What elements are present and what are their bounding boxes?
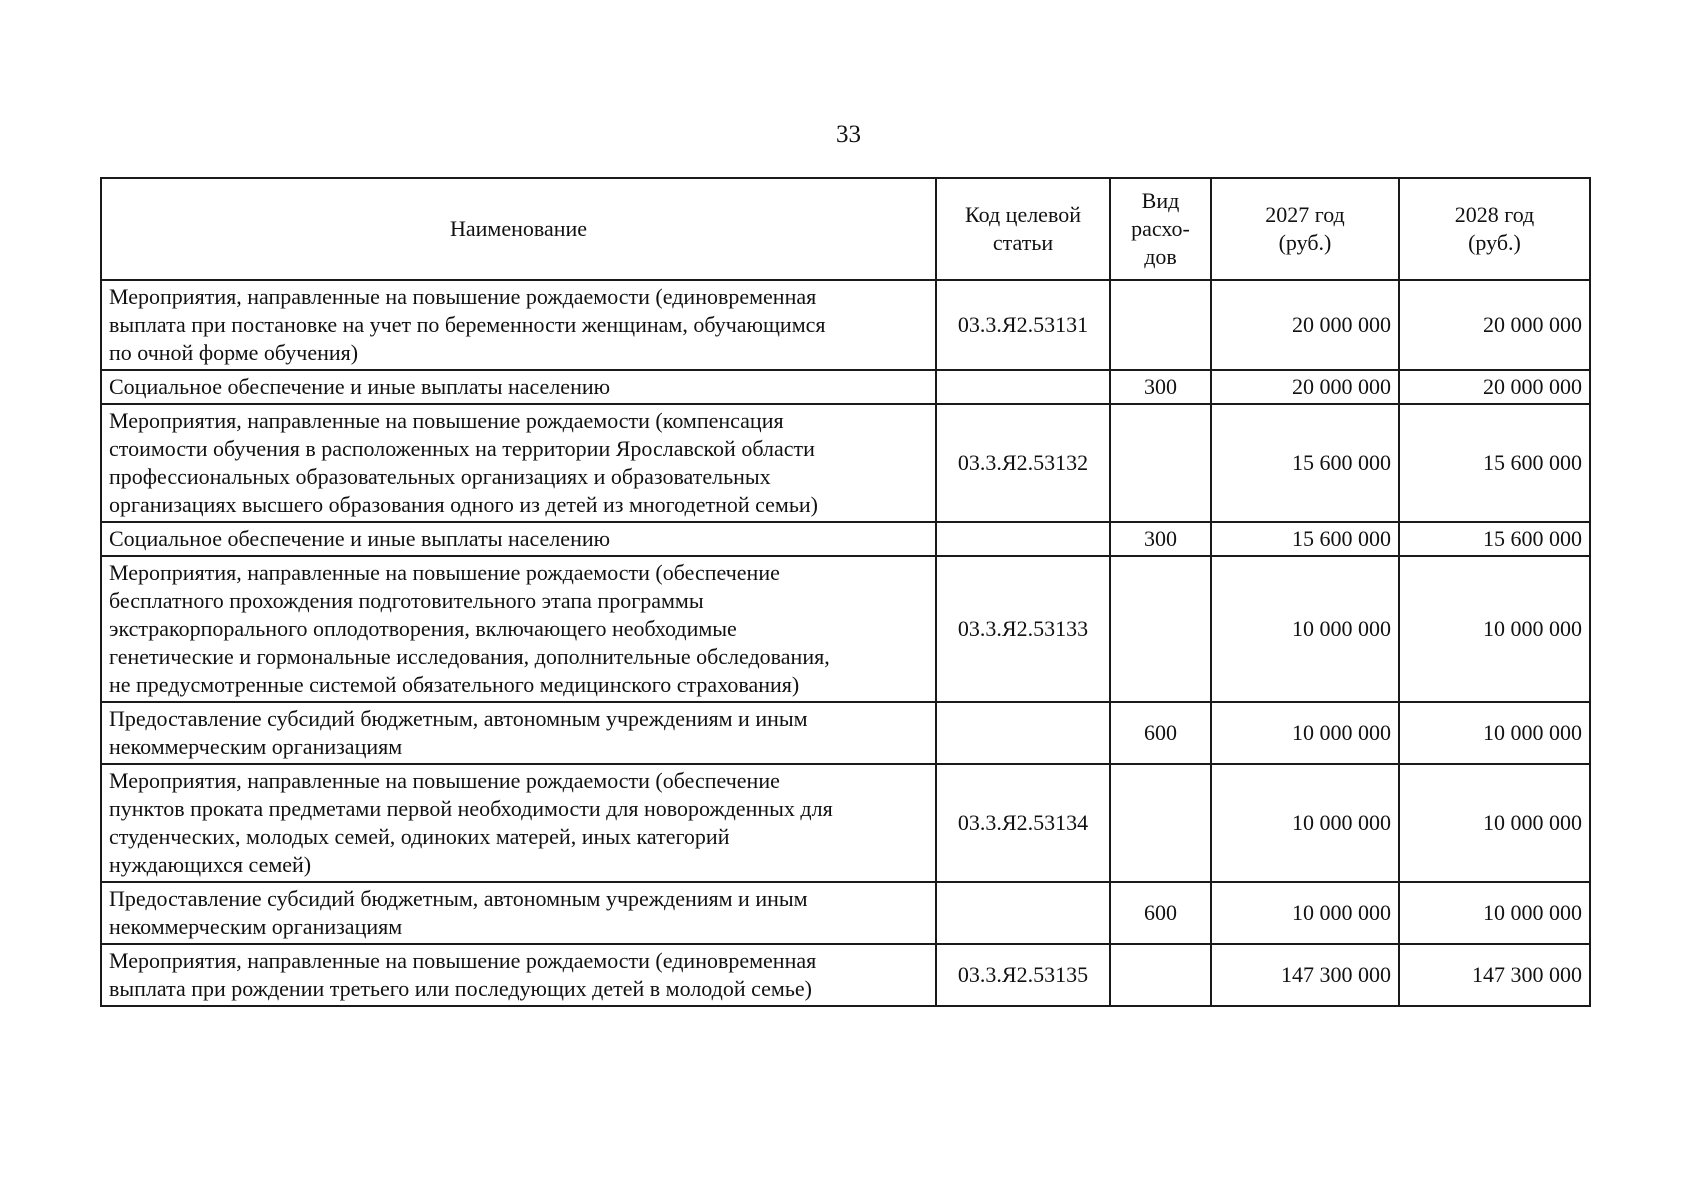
cell-amount-2027: 10 000 000 (1211, 882, 1399, 944)
cell-expense-kind (1110, 404, 1211, 522)
header-2027-line: (руб.) (1278, 230, 1332, 255)
header-2027 (1211, 178, 1399, 280)
table-row (101, 522, 1590, 556)
cell-name (101, 882, 936, 944)
table-row (101, 882, 1590, 944)
page-number: 33 (836, 121, 861, 148)
cell-amount-2027: 10 000 000 (1211, 702, 1399, 764)
cell-target-code (936, 702, 1110, 764)
header-2028-line: (руб.) (1468, 230, 1521, 255)
cell-expense-kind: 600 (1110, 702, 1211, 764)
header-code-line: статьи (992, 230, 1054, 255)
cell-name (101, 522, 936, 556)
header-2028 (1399, 178, 1590, 280)
cell-amount-2028: 15 600 000 (1399, 404, 1590, 522)
cell-amount-2027: 15 600 000 (1211, 522, 1399, 556)
header-kind-line: расхо- (1131, 216, 1190, 241)
cell-name-line: бесплатного прохождения подготовительного этапа программы (109, 588, 704, 613)
cell-amount-2027: 147 300 000 (1211, 944, 1399, 1006)
table-row (101, 764, 1590, 882)
cell-amount-2028: 10 000 000 (1399, 764, 1590, 882)
cell-name-line: Мероприятия, направленные на повышение рождаемости (обеспечение (109, 560, 780, 585)
cell-name-line: экстракорпорального оплодотворения, включающего необходимые (109, 616, 737, 641)
cell-name-line: некоммерческим организациям (109, 914, 403, 939)
header-expense-kind (1110, 178, 1211, 280)
cell-amount-2027: 20 000 000 (1211, 280, 1399, 370)
cell-amount-2028: 10 000 000 (1399, 702, 1590, 764)
cell-name (101, 404, 936, 522)
cell-target-code (936, 882, 1110, 944)
cell-expense-kind (1110, 764, 1211, 882)
cell-name-line: Мероприятия, направленные на повышение рождаемости (единовременная (109, 284, 817, 309)
cell-name-line: генетические и гормональные исследования, дополнительные обследования, (109, 644, 830, 669)
cell-name (101, 280, 936, 370)
cell-name-line: Мероприятия, направленные на повышение рождаемости (компенсация (109, 408, 784, 433)
cell-amount-2027: 20 000 000 (1211, 370, 1399, 404)
cell-name-line: организациях высшего образования одного из детей из многодетной семьи) (109, 492, 818, 517)
table-row (101, 404, 1590, 522)
budget-table (100, 177, 1591, 1007)
cell-name-line: Мероприятия, направленные на повышение рождаемости (обеспечение (109, 768, 780, 793)
cell-target-code: 03.3.Я2.53135 (936, 944, 1110, 1006)
cell-name-line: Социальное обеспечение и иные выплаты населению (109, 374, 611, 399)
cell-name-line: Предоставление субсидий бюджетным, автономным учреждениям и иным (109, 706, 808, 731)
table-row (101, 944, 1590, 1006)
cell-name-line: некоммерческим организациям (109, 734, 403, 759)
cell-name (101, 702, 936, 764)
header-row (101, 178, 1590, 280)
cell-name-line: по очной форме обучения) (109, 340, 359, 365)
cell-name (101, 556, 936, 702)
cell-name (101, 764, 936, 882)
cell-target-code (936, 522, 1110, 556)
header-code (936, 178, 1110, 280)
cell-amount-2027: 10 000 000 (1211, 556, 1399, 702)
cell-target-code: 03.3.Я2.53131 (936, 280, 1110, 370)
cell-expense-kind (1110, 944, 1211, 1006)
table-row (101, 556, 1590, 702)
cell-name-line: Мероприятия, направленные на повышение рождаемости (единовременная (109, 948, 817, 973)
cell-amount-2028: 10 000 000 (1399, 556, 1590, 702)
cell-amount-2027: 15 600 000 (1211, 404, 1399, 522)
header-name-label: Наименование (449, 216, 588, 241)
header-name (101, 178, 936, 280)
cell-name-line: Предоставление субсидий бюджетным, автономным учреждениям и иным (109, 886, 808, 911)
cell-target-code: 03.3.Я2.53133 (936, 556, 1110, 702)
cell-name-line: выплата при рождении третьего или последующих детей в молодой семье) (109, 976, 812, 1001)
header-2027-line: 2027 год (1265, 202, 1345, 227)
table-row (101, 280, 1590, 370)
cell-expense-kind: 600 (1110, 882, 1211, 944)
cell-name (101, 370, 936, 404)
table-row (101, 702, 1590, 764)
header-kind-line: Вид (1141, 188, 1180, 213)
table-body (101, 280, 1590, 1006)
cell-name-line: не предусмотренные системой обязательного медицинского страхования) (109, 672, 800, 697)
header-2028-line: 2028 год (1454, 202, 1535, 227)
header-kind-line: дов (1144, 244, 1177, 269)
cell-amount-2028: 10 000 000 (1399, 882, 1590, 944)
cell-target-code (936, 370, 1110, 404)
cell-name-line: нуждающихся семей) (109, 852, 312, 877)
cell-name-line: пунктов проката предметами первой необходимости для новорожденных для (109, 796, 833, 821)
cell-name-line: Социальное обеспечение и иные выплаты населению (109, 526, 611, 551)
cell-name (101, 944, 936, 1006)
cell-name-line: выплата при постановке на учет по беременности женщинам, обучающимся (109, 312, 826, 337)
cell-expense-kind: 300 (1110, 522, 1211, 556)
cell-amount-2028: 147 300 000 (1399, 944, 1590, 1006)
cell-amount-2027: 10 000 000 (1211, 764, 1399, 882)
table-row (101, 370, 1590, 404)
header-code-line: Код целевой (965, 202, 1081, 227)
cell-amount-2028: 20 000 000 (1399, 370, 1590, 404)
cell-expense-kind (1110, 280, 1211, 370)
cell-name-line: профессиональных образовательных организациях и образовательных (109, 464, 771, 489)
cell-name-line: стоимости обучения в расположенных на территории Ярославской области (109, 436, 815, 461)
cell-expense-kind (1110, 556, 1211, 702)
cell-expense-kind: 300 (1110, 370, 1211, 404)
cell-name-line: студенческих, молодых семей, одиноких матерей, иных категорий (109, 824, 730, 849)
cell-amount-2028: 15 600 000 (1399, 522, 1590, 556)
cell-target-code: 03.3.Я2.53134 (936, 764, 1110, 882)
cell-amount-2028: 20 000 000 (1399, 280, 1590, 370)
cell-target-code: 03.3.Я2.53132 (936, 404, 1110, 522)
